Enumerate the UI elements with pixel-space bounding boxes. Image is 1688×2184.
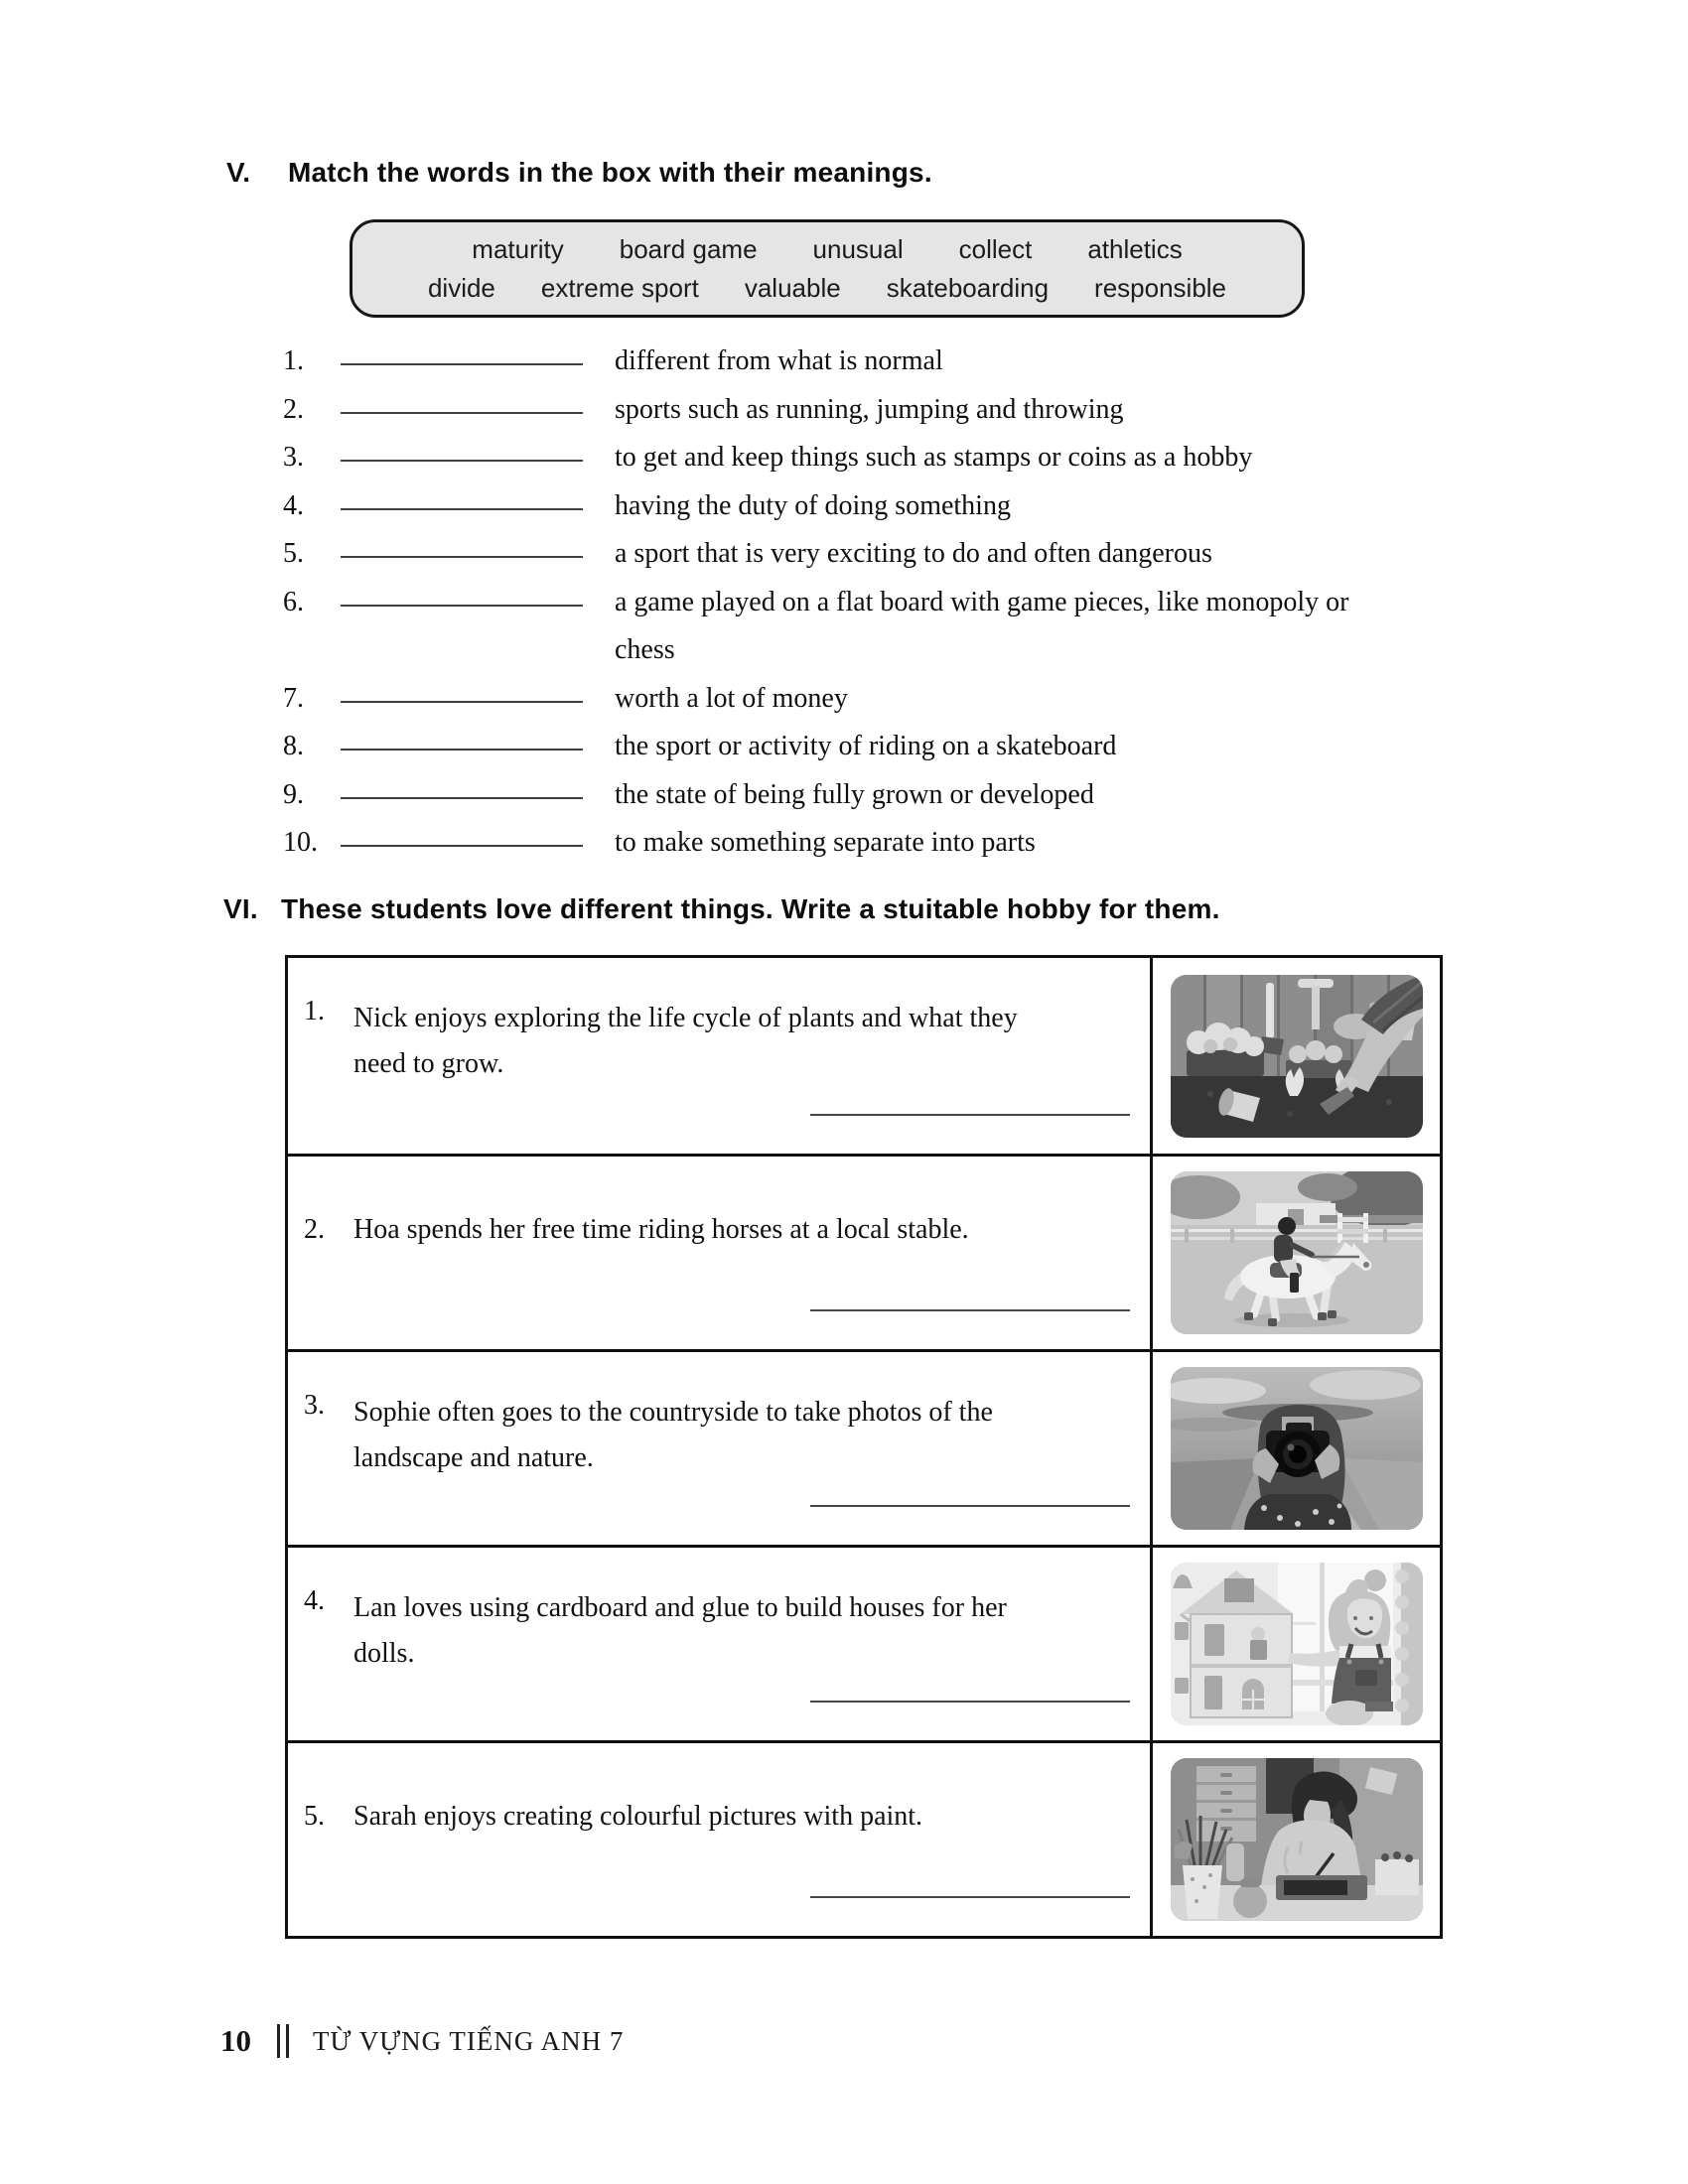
section-v-number: V. (226, 157, 251, 188)
row-3-photo-cell (1150, 1352, 1440, 1545)
definition-text: a sport that is very exciting to do and often dangerous (615, 538, 1212, 569)
definition-text: having the duty of doing something (615, 489, 1011, 521)
table-row-3 (288, 1349, 1440, 1545)
section-v-title: Match the words in the box with their meanings. (288, 157, 932, 188)
answer-blank (810, 1505, 1130, 1507)
section-vi-title: These students love different things. Write a stuitable hobby for them. (281, 893, 1220, 924)
row-text: Hoa spends her free time riding horses at a local stable. (353, 1214, 969, 1245)
item-number: 1. (283, 345, 304, 376)
answer-blank (810, 1896, 1130, 1898)
item-number: 4. (283, 489, 304, 521)
word-skateboarding: skateboarding (886, 272, 1050, 303)
answer-blank (341, 363, 583, 365)
definition-text: to get and keep things such as stamps or coins as a hobby (615, 442, 1253, 473)
row-1-text-cell (288, 958, 1150, 1154)
match-item-8 (283, 723, 1465, 771)
answer-blank (341, 556, 583, 558)
word-maturity: maturity (472, 233, 564, 264)
word-athletics: athletics (1087, 233, 1183, 264)
footer-divider-bars (277, 2024, 289, 2058)
gardening-photo (1171, 975, 1423, 1138)
match-item-10 (283, 819, 1465, 868)
item-number: 9. (283, 778, 304, 810)
match-item-6 (283, 579, 1465, 675)
word-valuable: valuable (744, 272, 841, 303)
definition-text: worth a lot of money (615, 682, 848, 714)
answer-blank (341, 749, 583, 751)
answer-blank (341, 797, 583, 799)
item-number: 8. (283, 731, 304, 761)
answer-blank (341, 508, 583, 510)
row-number: 1. (304, 996, 325, 1026)
word-extreme-sport: extreme sport (540, 272, 699, 303)
book-title: TỪ VỰNG TIẾNG ANH 7 (313, 2025, 625, 2056)
word-box-row-2 (428, 273, 1226, 304)
row-text: Lan loves using cardboard and glue to build houses for her dolls. (353, 1592, 1007, 1669)
dollhouse-photo (1171, 1563, 1423, 1725)
word-divide: divide (427, 272, 495, 303)
section-vi-heading (223, 893, 1220, 925)
definition-text: a game played on a flat board with game pieces, like monopoly or chess (615, 586, 1349, 665)
item-number: 6. (283, 586, 304, 617)
word-collect: collect (958, 233, 1033, 264)
table-row-5 (288, 1740, 1440, 1936)
section-vi-number: VI. (223, 893, 258, 924)
page-footer (220, 2023, 624, 2059)
match-item-1 (283, 338, 1465, 386)
painting-photo (1171, 1758, 1423, 1921)
definition-text: the sport or activity of riding on a skateboard (615, 731, 1117, 761)
match-item-3 (283, 434, 1465, 482)
definition-text: the state of being fully grown or developed (615, 778, 1094, 810)
match-item-4 (283, 482, 1465, 531)
row-number: 2. (304, 1214, 325, 1245)
definition-text: different from what is normal (615, 345, 943, 376)
row-4-photo-cell (1150, 1548, 1440, 1740)
word-unusual: unusual (812, 233, 904, 264)
table-row-1 (288, 958, 1440, 1154)
match-item-2 (283, 386, 1465, 435)
section-v-heading (226, 157, 932, 189)
row-text: Sarah enjoys creating colourful pictures with paint. (353, 1801, 923, 1832)
answer-blank (810, 1701, 1130, 1703)
answer-blank (341, 460, 583, 462)
match-item-7 (283, 675, 1465, 724)
answer-blank (341, 701, 583, 703)
row-number: 5. (304, 1801, 325, 1832)
match-item-5 (283, 530, 1465, 579)
row-text: Nick enjoys exploring the life cycle of plants and what they need to grow. (353, 1003, 1018, 1079)
answer-blank (341, 412, 583, 414)
row-2-text-cell (288, 1157, 1150, 1349)
row-number: 3. (304, 1390, 325, 1421)
definition-text: sports such as running, jumping and throwing (615, 393, 1124, 425)
answer-blank (341, 605, 583, 607)
page-number: 10 (220, 2023, 251, 2058)
row-5-text-cell (288, 1743, 1150, 1936)
row-3-text-cell (288, 1352, 1150, 1545)
hobby-table (285, 955, 1443, 1939)
answer-blank (341, 845, 583, 847)
item-number: 5. (283, 538, 304, 569)
row-4-text-cell (288, 1548, 1150, 1740)
horse-riding-photo (1171, 1171, 1423, 1334)
answer-blank (810, 1114, 1130, 1116)
row-5-photo-cell (1150, 1743, 1440, 1936)
item-number: 7. (283, 682, 304, 714)
item-number: 2. (283, 393, 304, 425)
item-number: 10. (283, 827, 318, 858)
answer-blank (810, 1309, 1130, 1311)
word-board-game: board game (619, 233, 758, 264)
word-box (350, 219, 1305, 318)
photography-photo (1171, 1367, 1423, 1530)
match-item-9 (283, 771, 1465, 820)
word-box-row-1 (472, 234, 1182, 265)
row-text: Sophie often goes to the countryside to take photos of the landscape and nature. (353, 1397, 993, 1473)
table-row-4 (288, 1545, 1440, 1740)
word-responsible: responsible (1094, 272, 1227, 303)
row-number: 4. (304, 1585, 325, 1616)
table-row-2 (288, 1154, 1440, 1349)
item-number: 3. (283, 442, 304, 473)
row-1-photo-cell (1150, 958, 1440, 1154)
row-2-photo-cell (1150, 1157, 1440, 1349)
match-list (283, 338, 1465, 868)
definition-text: to make something separate into parts (615, 827, 1036, 858)
